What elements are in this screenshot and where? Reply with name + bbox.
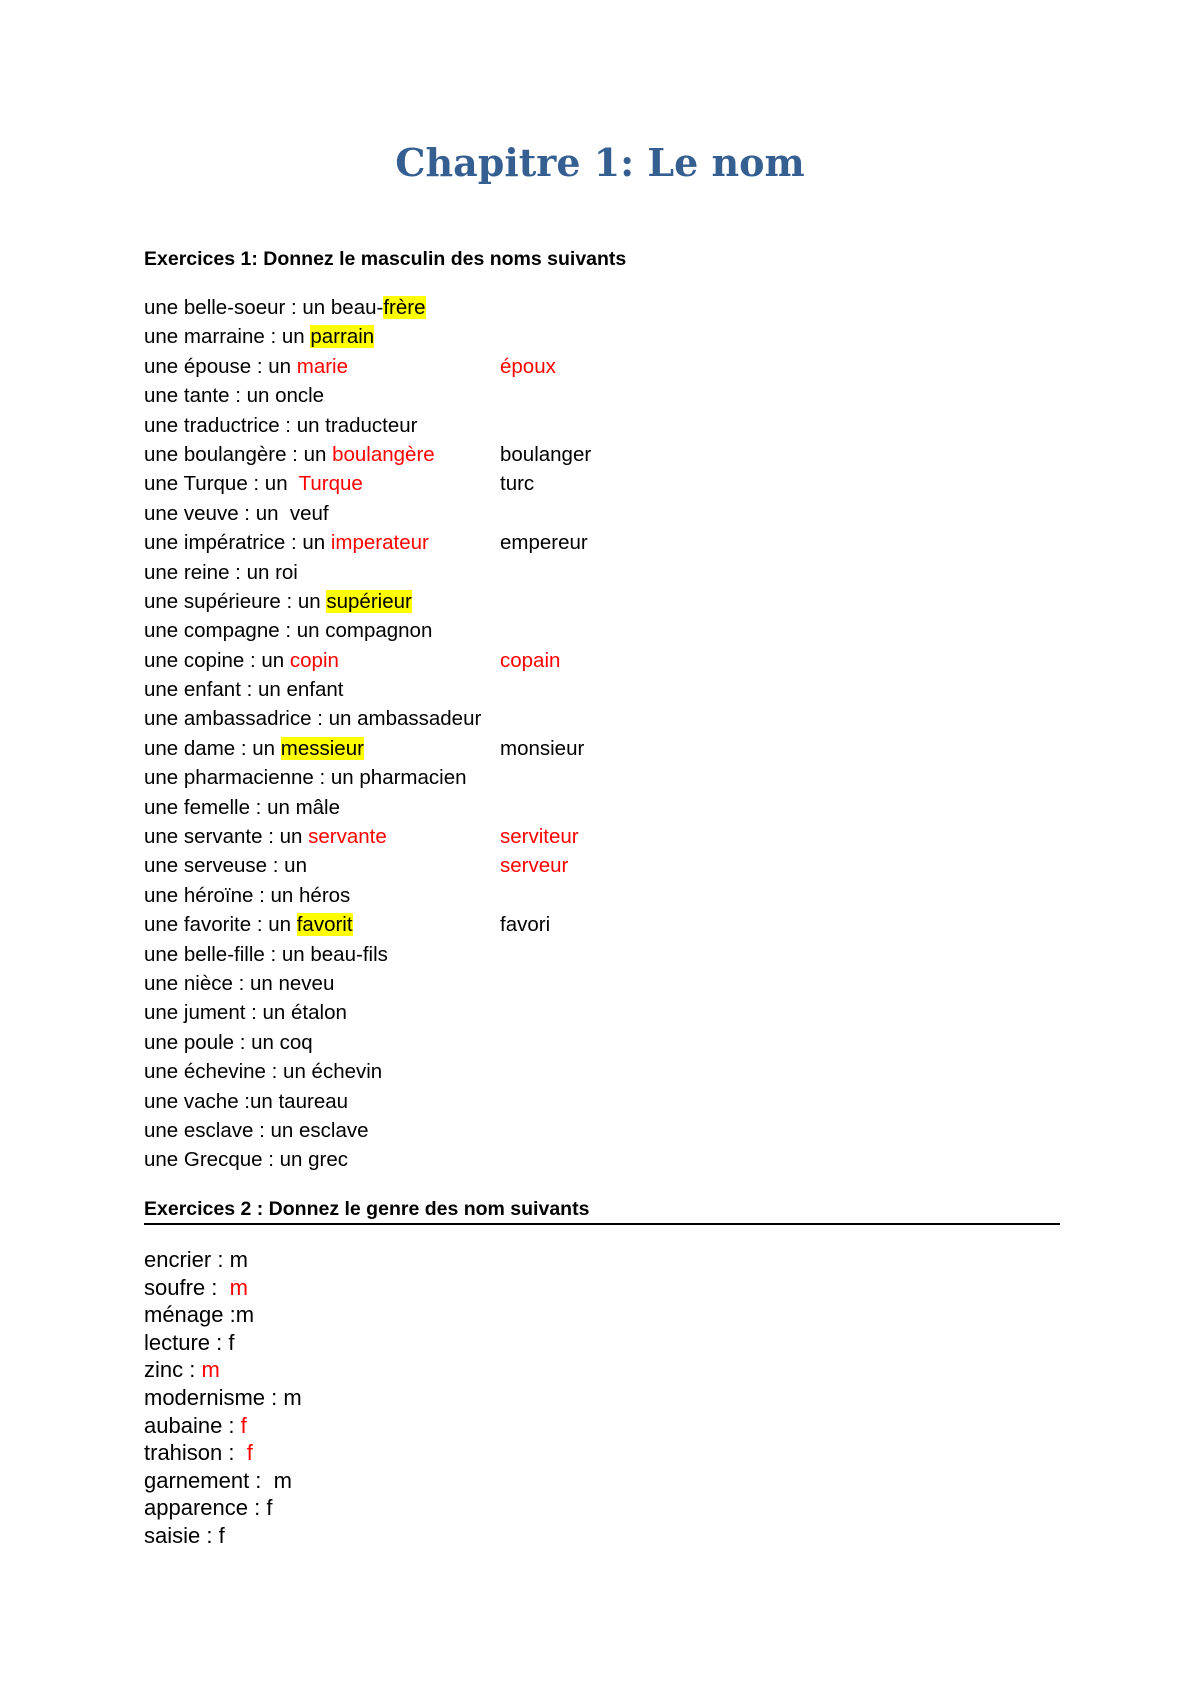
- list-item: [144, 1329, 302, 1357]
- exercise-2-list: [144, 1246, 302, 1550]
- noun-pair: une héroïne : un héros: [144, 883, 351, 907]
- student-answer: frère: [383, 296, 426, 319]
- answer-line: [144, 296, 426, 319]
- list-item: [144, 293, 1044, 322]
- noun-pair: une supérieure : un: [144, 589, 327, 613]
- list-item: [144, 587, 1044, 616]
- list-item: [144, 1494, 302, 1522]
- answer-line: [144, 943, 388, 966]
- answer-line: [144, 384, 324, 407]
- noun-word: apparence :: [144, 1495, 267, 1521]
- answer-line: [144, 796, 340, 819]
- student-answer: imperateur: [330, 531, 429, 555]
- noun-pair: une jument : un étalon: [144, 1001, 347, 1025]
- list-item: [144, 411, 1044, 440]
- list-item: [144, 1384, 302, 1412]
- student-answer: boulangère: [332, 442, 435, 466]
- noun-pair: une veuve : un veuf: [144, 501, 329, 525]
- list-item: [144, 822, 1044, 851]
- noun-pair: une nièce : un neveu: [144, 971, 335, 995]
- answer-line: [144, 355, 348, 378]
- list-item: [144, 793, 1044, 822]
- list-item: [144, 940, 1044, 969]
- noun-pair: une ambassadrice : un ambassadeur: [144, 707, 482, 731]
- noun-pair: une belle-fille : un beau-fils: [144, 942, 388, 966]
- list-item: [144, 1467, 302, 1495]
- correction-note: empereur: [500, 531, 588, 555]
- noun-pair: une reine : un roi: [144, 560, 298, 584]
- noun-word: soufre :: [144, 1274, 230, 1300]
- page-title: Chapitre 1: Le nom: [395, 140, 805, 185]
- noun-word: garnement :: [144, 1467, 274, 1493]
- list-item: [144, 381, 1044, 410]
- answer-line: [144, 590, 412, 613]
- list-item: [144, 558, 1044, 587]
- answer-line: [144, 766, 467, 789]
- correction-note: copain: [500, 648, 561, 672]
- answer-line: [144, 1031, 313, 1054]
- list-item: [144, 763, 1044, 792]
- noun-pair: une marraine : un: [144, 325, 311, 349]
- list-item: [144, 1028, 1044, 1057]
- correction-note: monsieur: [500, 736, 585, 760]
- answer-line: [144, 649, 339, 672]
- noun-pair: une belle-soeur : un beau-: [144, 296, 384, 319]
- correction-note: turc: [500, 472, 535, 496]
- noun-word: trahison :: [144, 1440, 247, 1466]
- student-answer: servante: [308, 825, 387, 849]
- list-item: [144, 881, 1044, 910]
- correction-note: époux: [500, 354, 556, 378]
- list-item: [144, 1439, 302, 1467]
- noun-pair: une copine : un: [144, 648, 290, 672]
- student-answer: supérieur: [326, 589, 412, 613]
- answer-line: [144, 561, 298, 584]
- noun-pair: une échevine : un échevin: [144, 1060, 383, 1084]
- noun-word: zinc :: [144, 1357, 202, 1383]
- gender-answer: m: [235, 1302, 255, 1328]
- answer-line: [144, 707, 481, 730]
- noun-pair: une esclave : un esclave: [144, 1118, 369, 1142]
- answer-line: [144, 678, 343, 701]
- correction-note: boulanger: [500, 442, 592, 466]
- noun-pair: une favorite : un: [144, 913, 297, 937]
- noun-word: aubaine :: [144, 1412, 241, 1438]
- gender-answer: m: [229, 1274, 248, 1300]
- list-item: [144, 910, 1044, 939]
- noun-word: lecture :: [144, 1329, 229, 1355]
- noun-pair: une dame : un: [144, 736, 281, 760]
- noun-pair: une compagne : un compagnon: [144, 619, 433, 643]
- gender-answer: f: [228, 1329, 235, 1355]
- list-item: [144, 675, 1044, 704]
- answer-line: [144, 325, 374, 348]
- list-item: [144, 1274, 302, 1302]
- answer-line: [144, 472, 363, 495]
- list-item: [144, 646, 1044, 675]
- correction-note: serviteur: [500, 825, 579, 849]
- answer-line: [144, 972, 334, 995]
- answer-line: [144, 414, 418, 437]
- student-answer: Turque: [298, 472, 363, 496]
- list-item: [144, 969, 1044, 998]
- noun-pair: une traductrice : un traducteur: [144, 413, 418, 437]
- list-item: [144, 528, 1044, 557]
- answer-line: [144, 825, 387, 848]
- answer-line: [144, 1119, 369, 1142]
- noun-pair: une poule : un coq: [144, 1030, 313, 1054]
- answer-line: [144, 443, 435, 466]
- list-item: [144, 616, 1044, 645]
- list-item: [144, 440, 1044, 469]
- gender-answer: m: [201, 1357, 220, 1383]
- answer-line: [144, 913, 353, 936]
- answer-line: [144, 502, 329, 525]
- answer-line: [144, 884, 350, 907]
- list-item: [144, 469, 1044, 498]
- noun-pair: une impératrice : un: [144, 531, 331, 555]
- correction-note: serveur: [500, 854, 569, 878]
- list-item: [144, 499, 1044, 528]
- list-item: [144, 1087, 1044, 1116]
- student-answer: marie: [296, 354, 349, 378]
- gender-answer: f: [266, 1495, 273, 1521]
- noun-pair: une pharmacienne : un pharmacien: [144, 766, 467, 790]
- noun-pair: une serveuse : un: [144, 854, 307, 878]
- exercise-1-heading: Exercices 1: Donnez le masculin des noms suivants: [144, 248, 627, 270]
- answer-line: [144, 1090, 348, 1113]
- gender-answer: f: [246, 1440, 253, 1466]
- answer-line: [144, 1060, 382, 1083]
- exercise-2-heading: Exercices 2 : Donnez le genre des nom suivants: [144, 1198, 1060, 1225]
- noun-pair: une tante : un oncle: [144, 384, 325, 408]
- exercise-1-list: [144, 293, 1044, 1175]
- student-answer: favorit: [296, 913, 353, 937]
- gender-answer: m: [283, 1384, 302, 1410]
- noun-pair: une femelle : un mâle: [144, 795, 341, 819]
- answer-line: [144, 619, 432, 642]
- answer-line: [144, 1001, 347, 1024]
- list-item: [144, 851, 1044, 880]
- student-answer: messieur: [280, 736, 364, 760]
- noun-word: saisie :: [144, 1522, 219, 1548]
- list-item: [144, 704, 1044, 733]
- correction-note: favori: [500, 913, 551, 937]
- noun-word: modernisme :: [144, 1384, 284, 1410]
- answer-line: [144, 531, 429, 554]
- noun-pair: une Turque : un: [144, 472, 299, 496]
- noun-pair: une servante : un: [144, 825, 309, 849]
- answer-line: [144, 854, 307, 877]
- list-item: [144, 1412, 302, 1440]
- list-item: [144, 1116, 1044, 1145]
- gender-answer: m: [229, 1247, 248, 1272]
- student-answer: copin: [289, 648, 339, 672]
- noun-pair: une Grecque : un grec: [144, 1148, 348, 1172]
- gender-answer: f: [218, 1522, 225, 1548]
- student-answer: parrain: [310, 325, 375, 349]
- list-item: [144, 1057, 1044, 1086]
- list-item: [144, 1356, 302, 1384]
- list-item: [144, 1301, 302, 1329]
- noun-pair: une vache :un taureau: [144, 1089, 349, 1113]
- noun-pair: une enfant : un enfant: [144, 678, 344, 702]
- answer-line: [144, 737, 364, 760]
- list-item: [144, 1246, 302, 1274]
- list-item: [144, 322, 1044, 351]
- noun-word: ménage :: [144, 1302, 236, 1328]
- list-item: [144, 998, 1044, 1027]
- noun-word: encrier :: [144, 1247, 230, 1272]
- noun-pair: une épouse : un: [144, 354, 297, 378]
- list-item: [144, 1145, 1044, 1174]
- list-item: [144, 352, 1044, 381]
- answer-line: [144, 1148, 348, 1171]
- list-item: [144, 734, 1044, 763]
- gender-answer: f: [240, 1412, 247, 1438]
- list-item: [144, 1522, 302, 1550]
- gender-answer: m: [273, 1467, 292, 1493]
- noun-pair: une boulangère : un: [144, 442, 333, 466]
